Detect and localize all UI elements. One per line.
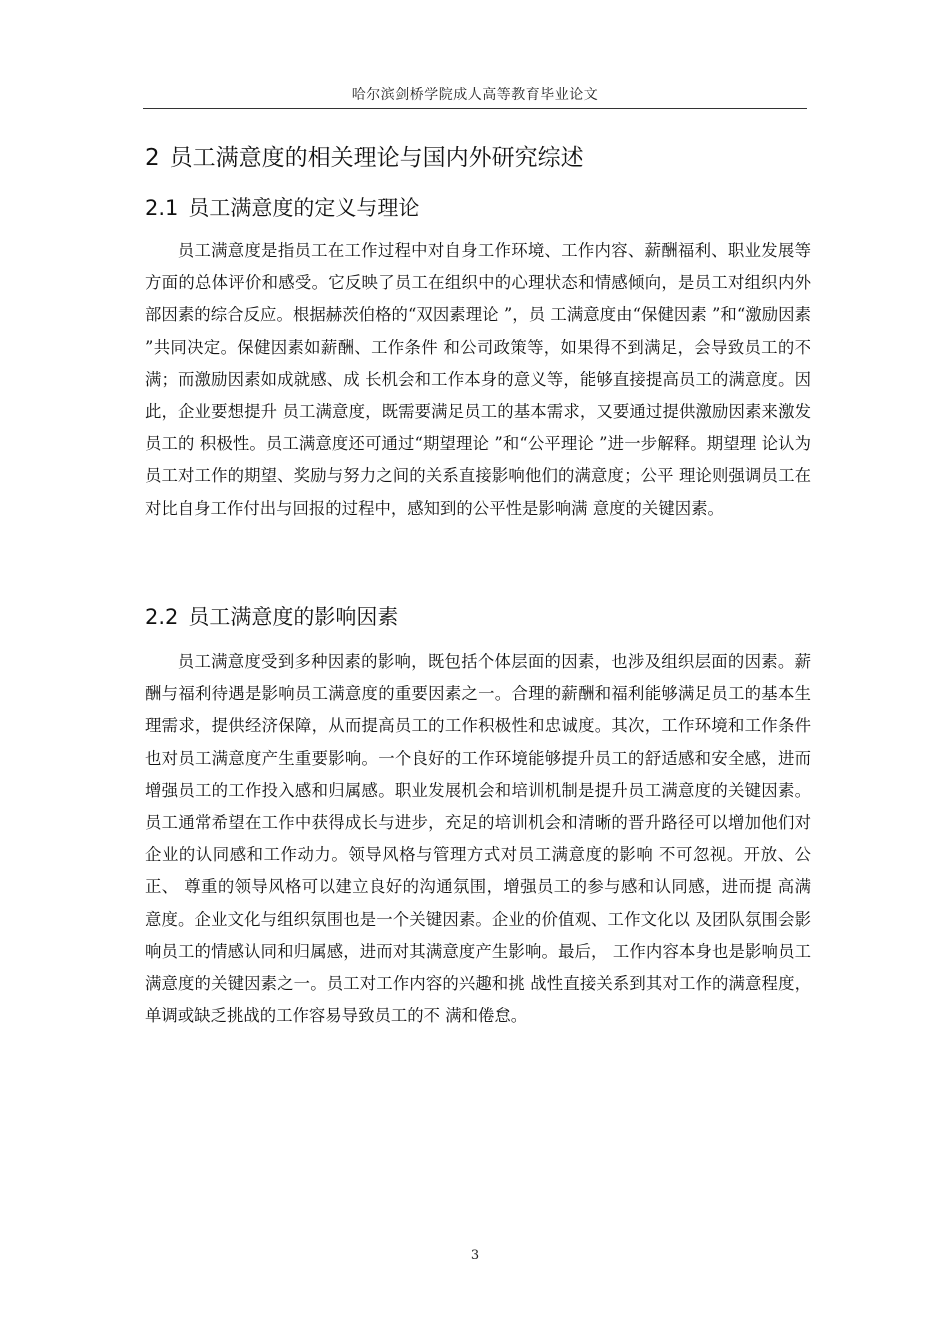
section-title: 员工满意度的影响因素 <box>188 605 399 629</box>
section-2-1-paragraph: 员工满意度是指员工在工作过程中对自身工作环境、工作内容、薪酬福利、职业发展等方面的总体评价和感受。它反映了员工在组织中的心理状态和情感倾向，是员工对组织内外部因素的综合反应。根据赫茨伯格的“双因素理论 ”，员 工满意度由“保健因素 ”和“激励因素 ”共同决定。保健因素如薪酬、工作条件 和公司政策等，如果得不到满足，会导致员工的不满；而激励因素如成就感、成 长机会和工作本身的意义等，能够直接提高员工的满意度。因此，企业要想提升 员工满意度，既需要满足员工的基本需求，又要通过提供激励因素来激发员工的 积极性。员工满意度还可通过“期望理论 ”和“公平理论 ”进一步解释。期望理 论认为员工对工作的期望、奖励与努力之间的关系直接影响他们的满意度；公平 理论则强调员工在对比自身工作付出与回报的过程中，感知到的公平性是影响满 意度的关键因素。 <box>145 241 811 518</box>
section-heading-2-1 <box>145 194 809 222</box>
section-heading-2-2 <box>145 603 809 631</box>
section-number: 2.1 <box>145 196 179 220</box>
page-number: 3 <box>470 1248 480 1263</box>
section-2-2-paragraph: 员工满意度受到多种因素的影响，既包括个体层面的因素，也涉及组织层面的因素。薪酬与福利待遇是影响员工满意度的重要因素之一。合理的薪酬和福利能够满足员工的基本生理需求，提供经济保障，从而提高员工的工作积极性和忠诚度。其次，工作环境和工作条件也对员工满意度产生重要影响。一个良好的工作环境能够提升员工的舒适感和安全感，进而增强员工的工作投入感和归属感。职业发展机会和培训机制是提升员工满意度的关键因素。员工通常希望在工作中获得成长与进步，充足的培训机会和清晰的晋升路径可以增加他们对企业的认同感和工作动力。领导风格与管理方式对员工满意度的影响 不可忽视。开放、公正、 尊重的领导风格可以建立良好的沟通氛围，增强员工的参与感和认同感，进而提 高满意度。企业文化与组织氛围也是一个关键因素。企业的价值观、工作文化以 及团队氛围会影响员工的情感认同和归属感，进而对其满意度产生影响。最后， 工作内容本身也是影响员工满意度的关键因素之一。员工对工作内容的兴趣和挑 战性直接关系到其对工作的满意程度，单调或缺乏挑战的工作容易导致员工的不 满和倦怠。 <box>145 652 811 1026</box>
chapter-heading <box>145 143 809 173</box>
header-divider <box>143 108 807 109</box>
section-title: 员工满意度的定义与理论 <box>188 196 420 220</box>
chapter-title: 员工满意度的相关理论与国内外研究综述 <box>169 145 584 171</box>
running-header: 哈尔滨剑桥学院成人高等教育毕业论文 <box>351 87 599 103</box>
section-number: 2.2 <box>145 605 179 629</box>
chapter-number: 2 <box>145 145 160 171</box>
